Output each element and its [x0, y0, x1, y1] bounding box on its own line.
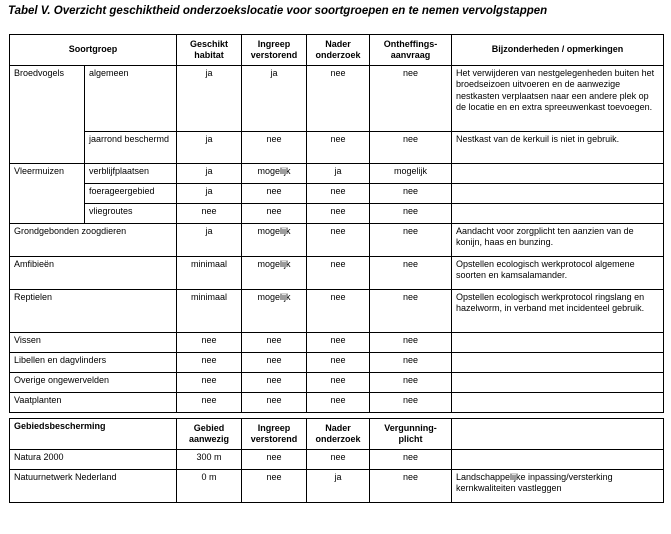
table-row [10, 373, 664, 393]
cell-ontheffing: nee [370, 373, 452, 393]
cell-nader: nee [307, 132, 370, 164]
cell-ontheffing: nee [370, 132, 452, 164]
cell-ontheffing: nee [370, 224, 452, 257]
cell-ingreep: nee [242, 373, 307, 393]
cell-nader: nee [307, 353, 370, 373]
cell-nader: nee [307, 257, 370, 290]
row-group: Libellen en dagvlinders [10, 353, 177, 373]
header-bijzonderheden: Bijzonderheden / opmerkingen [452, 35, 664, 66]
cell-ingreep: mogelijk [242, 290, 307, 333]
cell-note: Opstellen ecologisch werkprotocol algemene soorten en kamsalamander. [452, 257, 664, 290]
cell-nader: nee [307, 66, 370, 132]
cell-nader: ja [307, 164, 370, 184]
cell-nader: nee [307, 450, 370, 470]
cell-ontheffing: nee [370, 257, 452, 290]
table-row [10, 164, 664, 184]
cell-ingreep: nee [242, 393, 307, 413]
cell-ontheffing: nee [370, 333, 452, 353]
cell-ingreep: ja [242, 66, 307, 132]
cell-ingreep: nee [242, 353, 307, 373]
header-ontheffingsaanvraag: Ontheffings-aanvraag [370, 35, 452, 66]
cell-note [452, 184, 664, 204]
cell-ingreep: nee [242, 184, 307, 204]
row-group: Overige ongewervelden [10, 373, 177, 393]
cell-ontheffing: nee [370, 66, 452, 132]
row-subgroup: verblijfplaatsen [85, 164, 177, 184]
cell-note: Aandacht voor zorgplicht ten aanzien van de konijn, haas en bunzing. [452, 224, 664, 257]
cell-note [452, 393, 664, 413]
header-gebiedsbescherming: Gebiedsbescherming [10, 419, 177, 450]
cell-nader: ja [307, 470, 370, 503]
cell-ontheffing: nee [370, 290, 452, 333]
cell-geschikt: nee [177, 333, 242, 353]
table-row [10, 353, 664, 373]
cell-note [452, 204, 664, 224]
cell-geschikt: ja [177, 132, 242, 164]
cell-ontheffing: nee [370, 184, 452, 204]
header-nader-onderzoek: Nader onderzoek [307, 35, 370, 66]
row-group: Vissen [10, 333, 177, 353]
cell-aanwezig: 0 m [177, 470, 242, 503]
header-ingreep-verstorend-2: Ingreep verstorend [242, 419, 307, 450]
cell-geschikt: ja [177, 184, 242, 204]
row-area: Natuurnetwerk Nederland [10, 470, 177, 503]
row-subgroup: algemeen [85, 66, 177, 132]
cell-nader: nee [307, 204, 370, 224]
cell-note [452, 353, 664, 373]
cell-geschikt: nee [177, 204, 242, 224]
table-row [10, 132, 664, 164]
table-row [10, 450, 664, 470]
cell-nader: nee [307, 333, 370, 353]
row-group: Vleermuizen [10, 164, 85, 184]
table-row [10, 66, 664, 132]
overview-table [9, 34, 664, 503]
cell-geschikt: nee [177, 393, 242, 413]
cell-ingreep: nee [242, 450, 307, 470]
row-group: Reptielen [10, 290, 177, 333]
table-row [10, 290, 664, 333]
header-soortgroep: Soortgroep [10, 35, 177, 66]
cell-ontheffing: nee [370, 393, 452, 413]
cell-ingreep: mogelijk [242, 164, 307, 184]
cell-note [452, 164, 664, 184]
row-group: Grondgebonden zoogdieren [10, 224, 177, 257]
cell-note: Nestkast van de kerkuil is niet in gebruik. [452, 132, 664, 164]
cell-vergunning: nee [370, 450, 452, 470]
row-group: Vaatplanten [10, 393, 177, 413]
cell-ontheffing: nee [370, 204, 452, 224]
cell-ingreep: mogelijk [242, 257, 307, 290]
cell-ingreep: mogelijk [242, 224, 307, 257]
cell-note [452, 450, 664, 470]
table-title: Tabel V. Overzicht geschiktheid onderzoekslocatie voor soortgroepen en te nemen vervolgstappen [8, 5, 548, 17]
cell-nader: nee [307, 393, 370, 413]
table-row [10, 257, 664, 290]
cell-ingreep: nee [242, 132, 307, 164]
table-row [10, 333, 664, 353]
cell-geschikt: ja [177, 164, 242, 184]
cell-note [452, 373, 664, 393]
header-gebied-aanwezig: Gebied aanwezig [177, 419, 242, 450]
cell-ingreep: nee [242, 333, 307, 353]
cell-nader: nee [307, 184, 370, 204]
table-row [10, 470, 664, 503]
row-group [10, 184, 85, 204]
cell-ingreep: nee [242, 204, 307, 224]
header-geschikt-habitat: Geschikt habitat [177, 35, 242, 66]
table-row [10, 204, 664, 224]
table-row [10, 393, 664, 413]
cell-nader: nee [307, 224, 370, 257]
cell-nader: nee [307, 373, 370, 393]
table-row [10, 184, 664, 204]
cell-ontheffing: mogelijk [370, 164, 452, 184]
row-group [10, 204, 85, 224]
header-empty [452, 419, 664, 450]
cell-note [452, 333, 664, 353]
cell-geschikt: nee [177, 353, 242, 373]
cell-vergunning: nee [370, 470, 452, 503]
row-area: Natura 2000 [10, 450, 177, 470]
cell-geschikt: nee [177, 373, 242, 393]
cell-ingreep: nee [242, 470, 307, 503]
cell-ontheffing: nee [370, 353, 452, 373]
row-group: Amfibieën [10, 257, 177, 290]
cell-note: Landschappelijke inpassing/versterking kernkwaliteiten vastleggen [452, 470, 664, 503]
row-group [10, 132, 85, 164]
cell-note: Het verwijderen van nestgelegenheden buiten het broedseizoen uitvoeren en de aanwezige nestkasten verplaatsen naar een andere plek op de locatie en en extra spreeuwenkast toevoegen. [452, 66, 664, 132]
cell-note: Opstellen ecologisch werkprotocol ringslang en hazelworm, in verband met incidenteel gebruik. [452, 290, 664, 333]
cell-geschikt: minimaal [177, 257, 242, 290]
cell-geschikt: minimaal [177, 290, 242, 333]
header-vergunningplicht: Vergunning-plicht [370, 419, 452, 450]
cell-geschikt: ja [177, 224, 242, 257]
table-row [10, 224, 664, 257]
row-subgroup: jaarrond beschermd [85, 132, 177, 164]
row-subgroup: vliegroutes [85, 204, 177, 224]
cell-aanwezig: 300 m [177, 450, 242, 470]
header-ingreep-verstorend: Ingreep verstorend [242, 35, 307, 66]
row-group: Broedvogels [10, 66, 85, 132]
cell-nader: nee [307, 290, 370, 333]
header-nader-onderzoek-2: Nader onderzoek [307, 419, 370, 450]
cell-geschikt: ja [177, 66, 242, 132]
row-subgroup: foerageergebied [85, 184, 177, 204]
